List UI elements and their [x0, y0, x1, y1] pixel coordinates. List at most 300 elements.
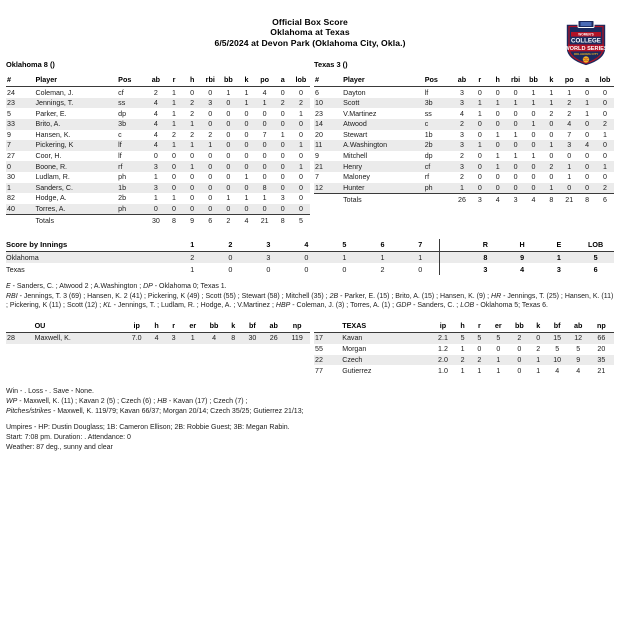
pcell-h: 2: [460, 355, 465, 364]
cell-po: 0: [567, 152, 572, 161]
date-venue-title: 6/5/2024 at Devon Park (Oklahoma City, Okla.): [214, 37, 406, 48]
pitching-team-header: OU: [32, 320, 126, 333]
pcell-bf: 4: [555, 366, 560, 375]
cell-pos: ph: [424, 183, 433, 192]
cell-player: Ludlam, R.: [35, 173, 70, 182]
cell-ab: 3: [153, 162, 158, 171]
col-ab: ab: [453, 74, 471, 87]
cell-ab: 0: [153, 152, 158, 161]
sbi-total-r: 8: [483, 253, 488, 263]
cell-h: 1: [495, 152, 500, 161]
table-row[interactable]: [6, 161, 310, 172]
cell-pos: ph: [118, 205, 127, 214]
cell-r: 1: [172, 109, 176, 118]
table-header-row: [314, 74, 614, 87]
cell-k: 1: [244, 88, 249, 97]
table-row[interactable]: [314, 130, 614, 141]
cell-lob: 0: [298, 205, 303, 214]
cell-a: 0: [280, 162, 285, 171]
note-label-e: E: [6, 283, 11, 291]
cell-player: Brito, A.: [35, 120, 61, 129]
pcell-er: 1: [496, 355, 501, 364]
pcell-ip: 2.0: [438, 355, 448, 364]
pcol-bb: bb: [203, 320, 224, 333]
table-row[interactable]: [6, 172, 310, 183]
cell-pos: ss: [118, 99, 126, 108]
cell-a: 1: [585, 99, 590, 108]
col-bb: bb: [525, 74, 543, 87]
table-row[interactable]: [6, 183, 310, 194]
umpires-line: Umpires - HP: Dustin Douglass; 1B: Cameron Ellison; 2B: Robbie Guest; 3B: Megan Rabin.: [6, 424, 290, 432]
sbi-divider: [439, 263, 467, 275]
pcell-r: 1: [477, 366, 482, 375]
pcell-num: 17: [315, 334, 323, 343]
pcell-np: 20: [597, 345, 606, 354]
pitching-header-row: [314, 320, 614, 333]
weather-line: Weather: 87 deg., sunny and clear: [6, 443, 113, 451]
pitching-row[interactable]: [314, 344, 614, 355]
wcws-logo: [560, 18, 612, 68]
cell-pos: lf: [118, 141, 122, 150]
cell-lob: 1: [298, 141, 303, 150]
cell-player: Sanders, C.: [35, 183, 73, 192]
sbi-row[interactable]: [6, 251, 614, 263]
footer-label-hb: HB: [157, 397, 167, 405]
pitching-row[interactable]: [314, 365, 614, 376]
table-row[interactable]: [6, 87, 310, 98]
cell-rbi: 0: [513, 88, 518, 97]
col-number: #: [314, 74, 340, 87]
pcol-k: k: [225, 320, 242, 333]
cell-r: 0: [172, 162, 176, 171]
cell-po: 1: [567, 162, 572, 171]
cell-player: Pickering, K: [35, 141, 74, 150]
cell-po: 0: [262, 120, 267, 129]
away-batting-body: [6, 87, 310, 227]
cell-h: 0: [495, 88, 500, 97]
cell-a: 0: [280, 88, 285, 97]
sbi-header-row: [6, 239, 614, 252]
cell-bb: 1: [531, 120, 536, 129]
sbi-inning-5: 5: [325, 239, 363, 252]
col-k: k: [237, 74, 255, 87]
totals-cell-lob: 5: [292, 215, 310, 227]
footer-spacer: [6, 416, 614, 423]
svg-text:WORLD SERIES: WORLD SERIES: [564, 46, 608, 53]
pcell-h: 4: [154, 334, 159, 343]
cell-k: 0: [549, 120, 554, 129]
cell-rbi: 0: [513, 162, 518, 171]
totals-cell-player: Totals: [340, 194, 423, 206]
pcell-np: 21: [597, 366, 606, 375]
col-k: k: [542, 74, 560, 87]
cell-po: 3: [567, 141, 572, 150]
wcws-logo-icon: [560, 18, 612, 68]
cell-rbi: 0: [513, 183, 518, 192]
cell-a: 0: [280, 152, 285, 161]
pcell-np: 66: [597, 334, 606, 343]
cell-bb: 0: [226, 205, 231, 214]
svg-text:COLLEGE: COLLEGE: [571, 37, 601, 45]
pcol-ip: ip: [125, 320, 148, 333]
home-batting-body: [314, 87, 614, 206]
cell-ab: 1: [153, 194, 158, 203]
cell-pos: ph: [118, 173, 127, 182]
cell-num: 9: [315, 152, 319, 161]
cell-lob: 1: [298, 162, 303, 171]
cell-a: 0: [280, 141, 285, 150]
col-a: a: [578, 74, 596, 87]
cell-k: 1: [549, 183, 554, 192]
cell-a: 1: [585, 109, 590, 118]
sbi-divider: [439, 239, 467, 252]
cell-ab: 3: [459, 99, 464, 108]
sbi-total-r: 3: [483, 264, 488, 274]
cell-rbi: 2: [208, 130, 213, 139]
cell-rbi: 0: [208, 88, 213, 97]
cell-bb: 0: [226, 141, 231, 150]
home-batting-col: [310, 74, 614, 226]
cell-lob: 0: [603, 99, 607, 108]
cell-r: 0: [477, 130, 482, 139]
cell-lob: 1: [603, 130, 607, 139]
cell-rbi: 0: [208, 205, 213, 214]
cell-bb: 1: [226, 88, 231, 97]
sbi-label: Score by Innings: [6, 239, 173, 252]
pcol-number: [6, 320, 32, 333]
cell-po: 1: [567, 88, 572, 97]
cell-po: 0: [262, 173, 267, 182]
note-label-lob: LOB: [460, 302, 475, 310]
cell-pos: ss: [424, 109, 432, 118]
cell-num: 9: [7, 130, 11, 139]
cell-h: 0: [495, 120, 500, 129]
note-text-hbp: - Coleman, J. (3) ; Torres, A. (1) ;: [290, 302, 396, 310]
cell-rbi: 0: [513, 141, 518, 150]
cell-pos: 2b: [424, 141, 433, 150]
pcell-num: 55: [315, 345, 323, 354]
sbi-total-lob: 5: [593, 253, 598, 263]
cell-pos: dp: [424, 152, 433, 161]
table-row[interactable]: [6, 108, 310, 119]
pcol-r: r: [165, 320, 182, 333]
cell-lob: 2: [298, 99, 303, 108]
col-lob: lob: [596, 74, 614, 87]
wp-hb-line: [6, 397, 614, 407]
cell-lob: 0: [603, 152, 607, 161]
pcell-k: 0: [536, 334, 541, 343]
cell-ab: 4: [153, 109, 158, 118]
pcell-k: 1: [536, 366, 541, 375]
sbi-inning-score-7: 1: [418, 253, 423, 263]
cell-rbi: 0: [208, 173, 213, 182]
sbi-total-h: 9: [520, 253, 525, 263]
svg-text:WOMEN'S: WOMEN'S: [578, 32, 594, 37]
note-text-e: - Sanders, C. ; Atwood 2 ; A.Washington ;: [10, 283, 144, 291]
pcol-h: h: [454, 320, 471, 333]
table-row[interactable]: [6, 130, 310, 141]
away-pitching-col: [6, 320, 310, 376]
pcol-number: [314, 320, 339, 333]
cell-r: 1: [172, 99, 176, 108]
svg-text:OKLAHOMA CITY: OKLAHOMA CITY: [573, 51, 599, 56]
table-row[interactable]: [6, 193, 310, 204]
col-pos: Pos: [423, 74, 453, 87]
pitching-tables: [0, 320, 620, 376]
cell-rbi: 0: [208, 152, 213, 161]
sbi-total-lob: 6: [593, 264, 598, 274]
pitching-row[interactable]: [314, 332, 614, 343]
cell-r: 2: [172, 130, 176, 139]
cell-lob: 0: [603, 88, 607, 97]
note-label-rbi: RBI: [6, 292, 18, 300]
totals-cell-rbi: 6: [201, 215, 219, 227]
cell-a: 3: [280, 194, 285, 203]
pcol-ip: ip: [432, 320, 454, 333]
col-player: Player: [32, 74, 116, 87]
totals-cell-bb: 4: [525, 194, 543, 206]
cell-po: 2: [567, 109, 572, 118]
note-label-2b: 2B: [329, 292, 339, 300]
col-r: r: [165, 74, 183, 87]
cell-ab: 3: [459, 130, 464, 139]
cell-r: 0: [477, 183, 482, 192]
col-bb: bb: [219, 74, 237, 87]
cell-po: 1: [262, 194, 267, 203]
pcell-er: 5: [496, 334, 501, 343]
cell-pos: 1b: [118, 183, 127, 192]
sbi-col-e: E: [541, 239, 578, 252]
cell-player: V.Martinez: [343, 109, 377, 118]
table-row[interactable]: [6, 98, 310, 109]
footer-text-wp: - Maxwell, K. (11) ; Kavan 2 (5) ; Czech (6) ;: [17, 397, 158, 405]
cell-a: 4: [585, 141, 590, 150]
note-text-rbi: - Jennings, T. 3 (69) ; Hansen, K. 2 (41) ; Pickering, K (49) ; Scott (55) ; Stewart (58) ; Mitchell (35) ;: [17, 292, 330, 300]
col-rbi: rbi: [507, 74, 525, 87]
cell-k: 0: [549, 130, 554, 139]
cell-h: 1: [495, 130, 500, 139]
pcell-ab: 9: [576, 355, 581, 364]
cell-player: Dayton: [343, 88, 366, 97]
totals-cell-pos: [423, 194, 453, 206]
totals-cell-ab: 26: [453, 194, 471, 206]
totals-cell-h: 9: [183, 215, 201, 227]
pcell-k: 1: [536, 355, 541, 364]
cell-num: 20: [315, 130, 323, 139]
cell-a: 0: [585, 152, 590, 161]
cell-lob: 2: [603, 120, 607, 129]
sbi-inning-score-3: 3: [266, 253, 271, 263]
pitching-row[interactable]: [314, 355, 614, 366]
sbi-col-h: H: [504, 239, 541, 252]
col-pos: Pos: [116, 74, 147, 87]
away-team-heading: Oklahoma 8 (): [6, 60, 55, 70]
cell-bb: 1: [531, 88, 536, 97]
cell-player: Stewart: [343, 130, 368, 139]
cell-k: 1: [244, 173, 249, 182]
cell-rbi: 0: [513, 120, 518, 129]
cell-lob: 0: [298, 194, 303, 203]
cell-pos: cf: [118, 88, 124, 97]
footer-text-pitches: - Maxwell, K. 119/79; Kavan 66/37; Morgan 20/14; Czech 35/25; Gutierrez 21/13;: [51, 407, 304, 415]
cell-num: 40: [7, 205, 15, 214]
pitching-row[interactable]: [6, 332, 310, 343]
table-row[interactable]: [314, 108, 614, 119]
pcell-player: Czech: [342, 355, 363, 364]
score-by-innings-table: [6, 239, 614, 276]
table-row[interactable]: [314, 140, 614, 151]
cell-num: 7: [7, 141, 11, 150]
cell-pos: 2b: [118, 194, 127, 203]
table-row[interactable]: [6, 140, 310, 151]
table-row[interactable]: [314, 172, 614, 183]
pcell-er: 1: [496, 366, 501, 375]
cell-h: 1: [190, 162, 195, 171]
sbi-inning-6: 6: [363, 239, 401, 252]
cell-k: 2: [549, 109, 554, 118]
totals-cell-num: [6, 215, 32, 227]
footer-label-wp: WP: [6, 397, 18, 405]
cell-h: 1: [190, 141, 195, 150]
col-po: po: [256, 74, 274, 87]
cell-po: 2: [567, 99, 572, 108]
cell-bb: 0: [226, 120, 231, 129]
cell-r: 0: [477, 120, 482, 129]
cell-h: 1: [190, 120, 195, 129]
pcell-ip: 7.0: [131, 334, 142, 343]
game-footer: [0, 387, 620, 452]
pcell-num: 77: [315, 366, 323, 375]
cell-rbi: 0: [208, 162, 213, 171]
away-batting-col: [6, 74, 310, 226]
cell-k: 0: [244, 183, 249, 192]
cell-bb: 0: [226, 99, 231, 108]
cell-k: 1: [244, 99, 249, 108]
table-row[interactable]: [314, 161, 614, 172]
pcell-num: 22: [315, 355, 323, 364]
cell-num: 23: [7, 99, 15, 108]
sbi-inning-7: 7: [401, 239, 439, 252]
pcell-h: 5: [460, 334, 465, 343]
pcol-r: r: [471, 320, 488, 333]
cell-h: 2: [190, 99, 195, 108]
sbi-inning-score-4: 0: [304, 253, 309, 263]
cell-ab: 3: [459, 88, 464, 97]
pcell-player: Kavan: [342, 334, 363, 343]
cell-player: Hansen, K.: [35, 130, 71, 139]
cell-po: 0: [262, 152, 267, 161]
sbi-inning-score-5: 0: [342, 264, 347, 274]
cell-num: 14: [315, 120, 323, 129]
cell-num: 33: [7, 120, 15, 129]
sbi-inning-score-2: 0: [228, 253, 233, 263]
cell-player: Coleman, J.: [35, 88, 74, 97]
footer-label-pitches: Pitches/strikes: [6, 407, 52, 415]
sbi-inning-score-1: 1: [190, 264, 195, 274]
notes-line-1: [6, 282, 614, 292]
cell-po: 4: [262, 88, 267, 97]
cell-rbi: 1: [513, 99, 518, 108]
sbi-row[interactable]: [6, 263, 614, 275]
totals-cell-rbi: 3: [507, 194, 525, 206]
sbi-body: [6, 251, 614, 275]
sbi-inning-1: 1: [173, 239, 211, 252]
table-row[interactable]: [6, 151, 310, 162]
cell-h: 1: [495, 99, 500, 108]
table-row[interactable]: [314, 119, 614, 130]
table-row[interactable]: [314, 183, 614, 194]
cell-num: 11: [315, 141, 323, 150]
cell-bb: 0: [226, 162, 231, 171]
cell-h: 0: [190, 88, 195, 97]
cell-r: 0: [477, 162, 482, 171]
cell-lob: 0: [298, 152, 303, 161]
col-h: h: [489, 74, 507, 87]
cell-rbi: 1: [513, 152, 518, 161]
cell-lob: 2: [603, 183, 607, 192]
sbi-total-h: 4: [520, 264, 525, 274]
note-label-hr: HR: [491, 292, 502, 300]
totals-cell-bb: 2: [219, 215, 237, 227]
cell-player: Atwood: [343, 120, 367, 129]
pcol-er: er: [182, 320, 203, 333]
cell-h: 0: [495, 141, 500, 150]
pcell-h: 1: [460, 345, 465, 354]
col-number: #: [6, 74, 32, 87]
pcell-ip: 1.2: [438, 345, 448, 354]
cell-po: 0: [262, 141, 267, 150]
table-row[interactable]: [6, 204, 310, 215]
cell-ab: 4: [153, 141, 158, 150]
cell-h: 0: [495, 109, 500, 118]
note-text-gdp: - Sanders, C. ;: [411, 302, 461, 310]
cell-a: 0: [585, 120, 590, 129]
pcol-np: np: [589, 320, 614, 333]
cell-num: 12: [315, 183, 323, 192]
cell-h: 1: [495, 162, 500, 171]
totals-cell-pos: [116, 215, 147, 227]
cell-lob: 1: [603, 162, 607, 171]
note-text-hr: - Jennings, T. (25) ; Hansen, K. (11) ; Pickering, K (11) ; Scott (12) ;: [6, 292, 614, 310]
cell-po: 0: [262, 205, 267, 214]
table-row[interactable]: [314, 151, 614, 162]
cell-r: 0: [172, 173, 176, 182]
cell-r: 1: [477, 99, 482, 108]
cell-rbi: 3: [208, 99, 213, 108]
pcol-np: np: [284, 320, 310, 333]
table-row[interactable]: [314, 87, 614, 98]
col-po: po: [560, 74, 578, 87]
pcell-bb: 4: [212, 334, 217, 343]
cell-bb: 0: [531, 183, 536, 192]
cell-a: 0: [585, 130, 590, 139]
cell-po: 0: [262, 109, 267, 118]
sbi-team-name: Texas: [6, 264, 25, 274]
home-batting-table: [314, 74, 614, 205]
cell-num: 5: [7, 109, 11, 118]
cell-h: 0: [190, 194, 195, 203]
pcol-k: k: [530, 320, 547, 333]
cell-player: Boone, R.: [35, 162, 68, 171]
cell-bb: 0: [531, 130, 536, 139]
pcell-np: 119: [291, 334, 303, 343]
sbi-inning-score-4: 0: [304, 264, 309, 274]
table-row[interactable]: [6, 119, 310, 130]
cell-k: 1: [549, 88, 554, 97]
cell-h: 2: [190, 109, 195, 118]
table-row[interactable]: [314, 98, 614, 109]
cell-k: 0: [244, 130, 249, 139]
